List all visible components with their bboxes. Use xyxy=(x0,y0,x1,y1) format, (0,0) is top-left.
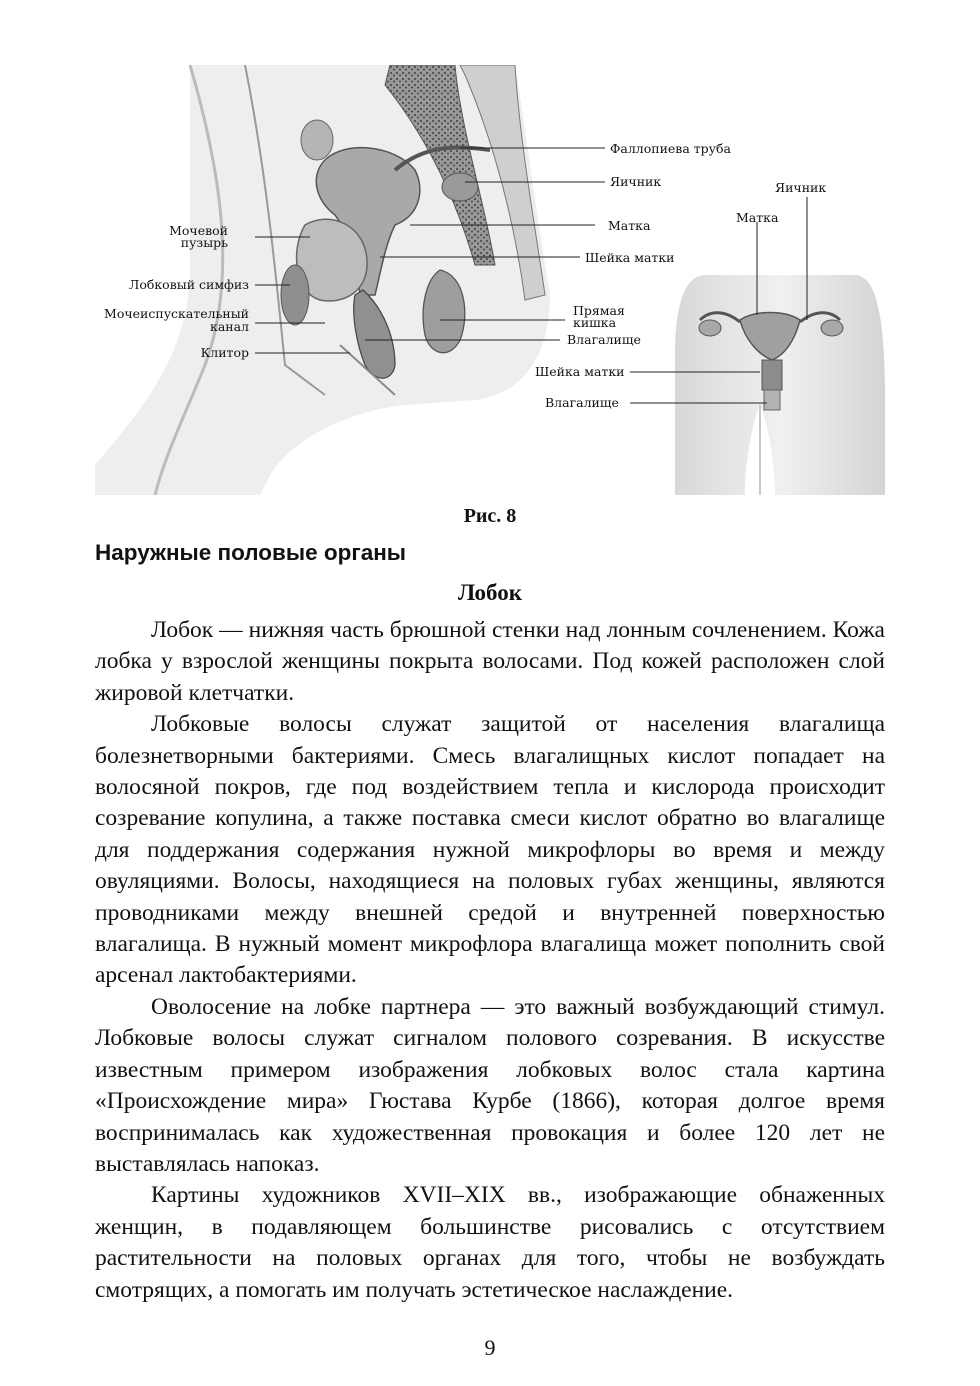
label-fallopian-tube: Фаллопиева труба xyxy=(610,141,732,156)
label-uterus-right: Матка xyxy=(736,210,779,225)
label-rectum-1: Прямая xyxy=(573,303,625,318)
label-vagina-left: Влагалище xyxy=(567,332,641,347)
label-urethra-1: Мочеиспускательный xyxy=(104,306,249,321)
paragraph: Лобок — нижняя часть брюшной стенки над лонным сочленением. Кожа лобка у взрослой женщины покрыта волосами. Под кожей расположен слой жировой клетчатки. xyxy=(95,617,885,706)
label-ovary-left: Яичник xyxy=(610,174,662,189)
section-title: Наружные половые органы xyxy=(95,540,407,565)
label-uterus-left: Матка xyxy=(608,218,651,233)
figure-caption: Рис. 8 xyxy=(463,505,517,527)
label-rectum-2: кишка xyxy=(573,315,617,330)
paragraph: Оволосение на лобке партнера — это важный возбуждающий стимул. Лобковые волосы служат сигналом полового созревания. В искусстве известным примером изображения лобковых волос стала картина «Происхождение мира» Гюстава Курбе (1866), которая долгое время воспринималась как художественная провокация и более 120 лет не выставлялась напоказ. xyxy=(95,993,885,1177)
label-cervix-right: Шейка матки xyxy=(535,364,625,379)
label-clitoris: Клитор xyxy=(200,345,249,360)
anatomy-illustration xyxy=(95,65,895,495)
frontal-view xyxy=(675,275,885,495)
label-ovary-right: Яичник xyxy=(775,180,827,195)
label-symphysis: Лобковый симфиз xyxy=(128,277,249,292)
body-text xyxy=(95,615,885,1306)
label-bladder-2: пузырь xyxy=(180,235,228,250)
paragraph: Картины художников XVII–XIX вв., изображающие обнаженных женщин, в подавляющем большинстве рисовались с отсутствием растительности на половых органах для того, чтобы не возбуждать смотрящих, а помогать им получать эстетическое наслаждение. xyxy=(95,1182,885,1303)
anatomy-figure xyxy=(95,65,895,495)
label-bladder-1: Мочевой xyxy=(169,223,228,238)
subsection-title: Лобок xyxy=(457,580,522,605)
label-vagina-right: Влагалище xyxy=(545,395,619,410)
paragraph: Лобковые волосы служат защитой от населения влагалища болезнетворными бактериями. Смесь влагалищных кислот попадает на волосяной покров, где под воздействием тепла и кислорода происходит созревание копулина, а также поставка смеси кислот обратно во влагалище для поддержания содержания нужной микрофлоры во время и между овуляциями. Волосы, находящиеся на половых губах женщины, являются проводниками между внешней средой и внутренней поверхностью влагалища. В нужный момент микрофлора влагалища может пополнить свой арсенал лактобактериями. xyxy=(95,711,885,989)
label-cervix-left: Шейка матки xyxy=(585,250,675,265)
page-number: 9 xyxy=(484,1335,496,1360)
label-urethra-2: канал xyxy=(210,319,249,334)
